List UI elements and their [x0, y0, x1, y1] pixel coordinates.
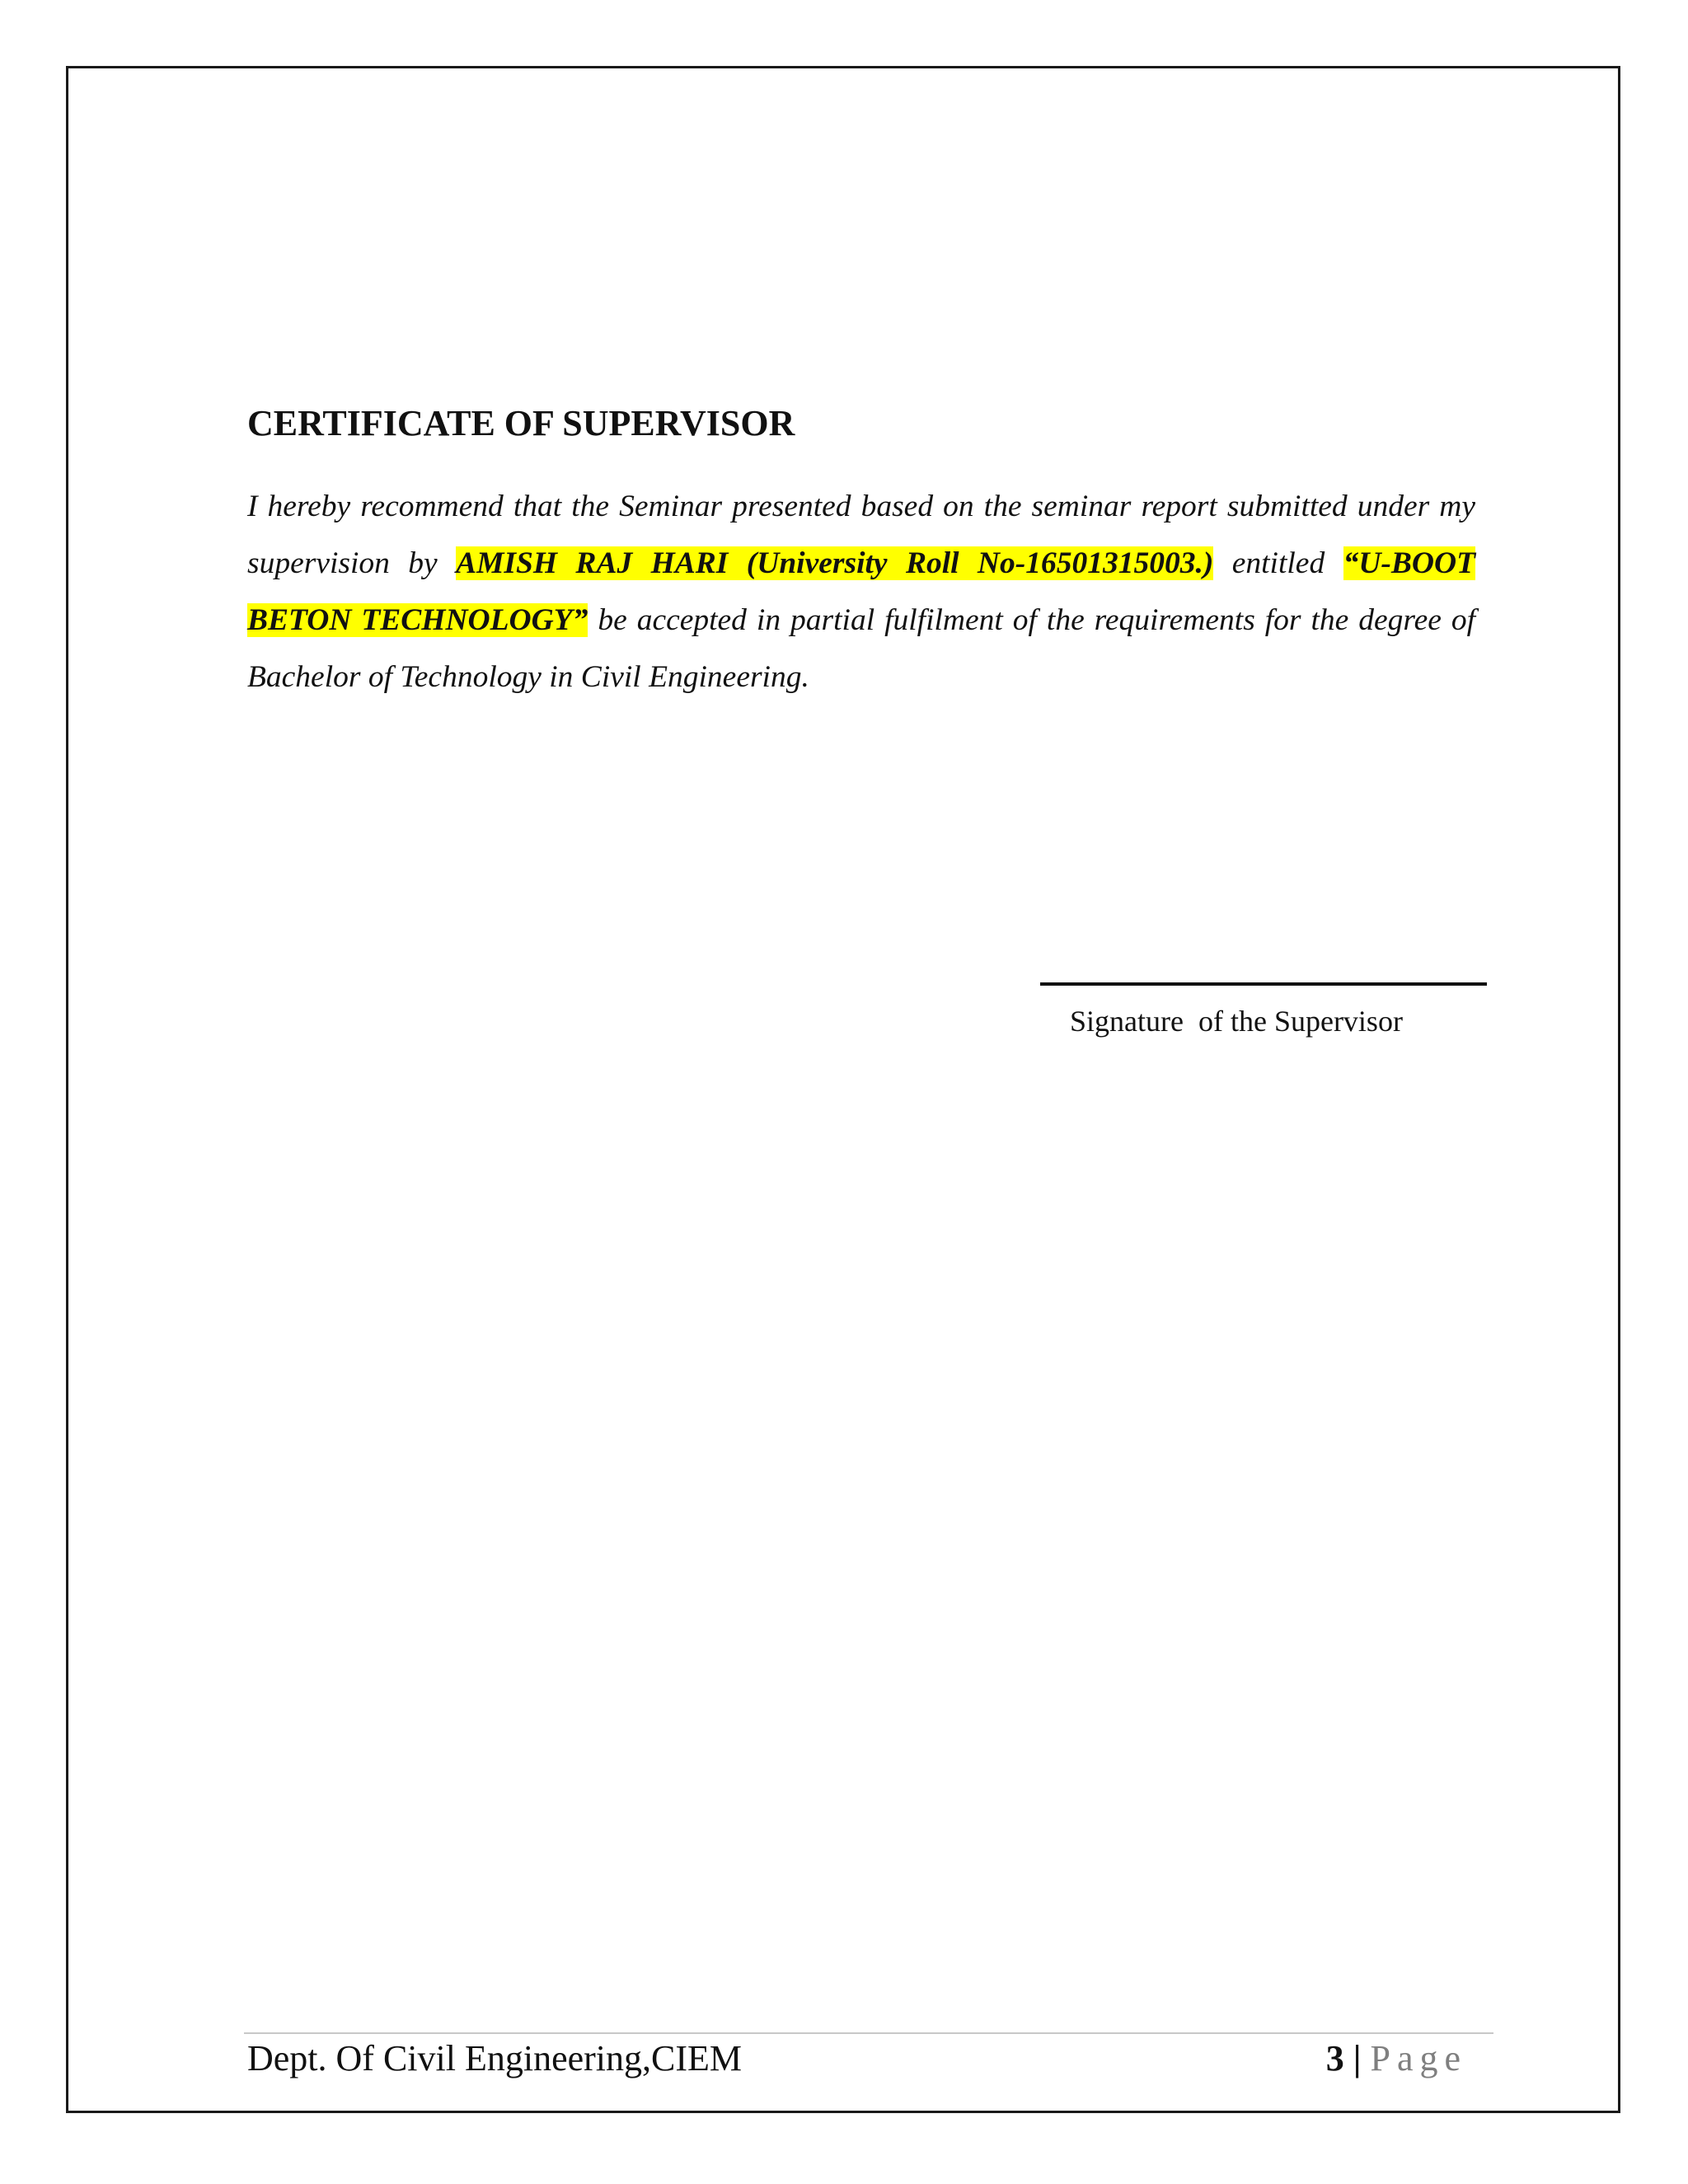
footer-divider [244, 2032, 1493, 2034]
page-border [66, 66, 1620, 2113]
footer-department: Dept. Of Civil Engineering,CIEM [247, 2038, 743, 2079]
page-number: 3 [1325, 2038, 1344, 2079]
page-separator: | [1343, 2038, 1371, 2079]
body-text-closing: be accepted in partial fulfilment of the requirements for the degree of Bachelor of Technology in Civil Engineering. [247, 603, 1476, 694]
certificate-body [247, 478, 1475, 705]
certificate-title: CERTIFICATE OF SUPERVISOR [247, 403, 795, 443]
student-name-highlight: AMISH RAJ HARI (University Roll No-16501315003.) [456, 546, 1214, 580]
page-word: Page [1370, 2038, 1467, 2079]
body-text-intro: I hereby recommend that the Seminar presented based on the seminar report submitted under my supervision by [247, 490, 1475, 580]
footer-page-indicator [1326, 2037, 1467, 2079]
signature-label: Signature of the Supervisor [1070, 1005, 1403, 1038]
body-text-entitled: entitled [1213, 546, 1343, 580]
report-title-highlight: “U-BOOT BETON TECHNOLOGY” [247, 546, 1475, 637]
signature-line [1040, 982, 1487, 986]
